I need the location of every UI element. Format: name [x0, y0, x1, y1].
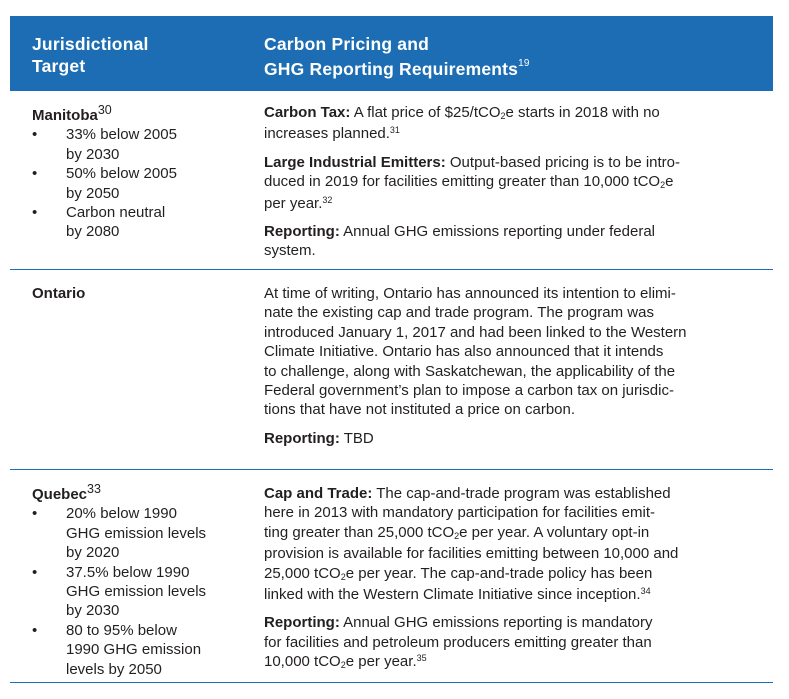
jurisdiction-cell — [32, 284, 242, 303]
footnote-ref: 34 — [640, 586, 651, 597]
requirement-paragraph: Carbon Tax: A flat price of $25/tCO$_2$e starts in 2018 with no increases planned.$^{31}$ — [264, 104, 660, 143]
list-item: • 20% below 1990 GHG emission levels by 2020 — [32, 505, 207, 562]
header-carbon-pricing: Carbon Pricing and GHG Reporting Requirements$^{19}$ — [264, 34, 530, 79]
table-header — [10, 16, 773, 91]
jurisdiction-cell — [32, 480, 242, 679]
list-item: • 33% below 2005 by 2030 — [32, 126, 177, 163]
footnote-ref: 31 — [389, 125, 400, 136]
jurisdiction-name: Quebec — [32, 486, 88, 503]
table-row-quebec — [10, 470, 773, 683]
table-row-ontario — [10, 270, 773, 470]
requirement-paragraph: Large Industrial Emitters: Output-based pricing is to be intro- duced in 2019 for facilities emitting greater than 10,000 tCO$_2$e per year.$^{32}$ — [264, 153, 681, 212]
target-list — [32, 504, 242, 679]
requirements-cell — [264, 103, 760, 270]
requirement-paragraph: Reporting: Annual GHG emissions reporting is mandatory for facilities and petroleum producers emitting greater than 10,000 tCO$_2$e per year.$^{35}$ — [264, 614, 653, 671]
footnote-ref: 19 — [518, 58, 530, 69]
list-item: • 80 to 95% below 1990 GHG emission levels by 2050 — [32, 621, 202, 678]
footnote-ref: 30 — [97, 103, 112, 117]
requirements-cell — [264, 484, 760, 683]
requirement-paragraph: At time of writing, Ontario has announced its intention to elimi- nate the existing cap and trade program. The program was introduced January 1, 2017 and had been linked to the Western Climate Initiative. Ontario has also announced that it intends to challenge, along with Saskatchewan, the applicability of the Federal government’s plan to impose a carbon tax on jurisdic- tions that have not instituted a price on carbon. — [264, 285, 687, 419]
footnote-ref: 32 — [322, 194, 333, 205]
list-item: • 37.5% below 1990 GHG emission levels by 2030 — [32, 563, 207, 620]
requirement-paragraph: Reporting: TBD — [264, 429, 374, 447]
requirement-paragraph: Cap and Trade: The cap-and-trade program was established here in 2013 with mandatory participation for facilities emit- ting greater than 25,000 tCO$_2$e per year. A voluntary opt-in provision is available for facilities emitting between 10,000 and 25,000 tCO$_2$e per year. The cap-and-trade policy has been linked with the Western Climate Initiative since inception.$^{34}$ — [264, 485, 679, 604]
table-row-manitoba — [10, 91, 773, 270]
requirements-cell — [264, 284, 760, 457]
header-jurisdictional-target: Jurisdictional Target — [32, 34, 149, 76]
footnote-ref: 33 — [87, 482, 101, 496]
requirement-paragraph: Reporting: Annual GHG emissions reporting under federal system. — [264, 223, 656, 260]
jurisdiction-name: Ontario — [32, 285, 86, 302]
jurisdiction-name: Manitoba — [32, 107, 98, 124]
footnote-ref: 35 — [416, 653, 427, 664]
list-item: • 50% below 2005 by 2050 — [32, 165, 177, 202]
target-list — [32, 125, 242, 241]
jurisdiction-cell — [32, 101, 242, 242]
list-item: • Carbon neutral by 2080 — [32, 204, 166, 241]
row-divider — [10, 682, 773, 684]
